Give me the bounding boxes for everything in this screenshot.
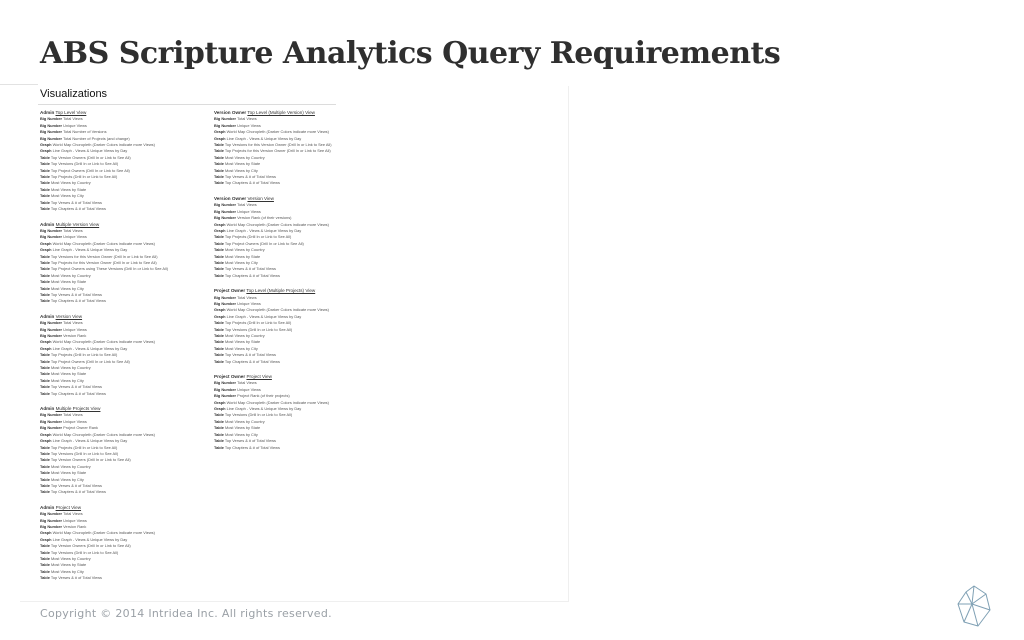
requirement-text: Version Rank (of their versions) — [237, 215, 292, 221]
requirement-kind: Graph — [214, 406, 226, 412]
view-name: Top Level View — [55, 110, 87, 115]
requirement-text: Top Versions for this Version Owner (Drill In or Link to See All) — [50, 253, 158, 259]
requirement-text: Total Views — [237, 116, 257, 122]
requirement-kind: Table — [40, 186, 50, 192]
requirement-text: Top Version Owners (Drill In or Link to See All) — [50, 154, 131, 160]
requirement-kind: Big Number — [40, 135, 63, 141]
requirement-kind: Table — [40, 199, 50, 205]
requirement-kind: Table — [40, 543, 50, 549]
requirement-text: Total Views — [63, 320, 83, 326]
requirement-kind: Table — [40, 457, 50, 463]
requirement-kind: Table — [40, 365, 50, 371]
requirement-text: Top Project Owners (Drill In or Link to See All) — [50, 358, 130, 364]
requirement-text: Top Projects (Drill In or Link to See All) — [50, 444, 118, 450]
view-section — [214, 110, 382, 187]
requirement-kind: Table — [214, 180, 224, 186]
left-column — [40, 110, 208, 591]
slide-title: ABS Scripture Analytics Query Requirements — [40, 36, 781, 71]
view-name: Top Level (Multiple Projects) View — [246, 288, 316, 294]
requirement-text: Line Graph - Views & Unique Views by Day — [52, 148, 128, 154]
requirement-kind: Table — [40, 193, 50, 199]
requirement-text: Top Verses & # of Total Views — [50, 291, 102, 297]
requirement-kind: Table — [214, 431, 224, 437]
requirement-text: Most Views by State — [50, 371, 87, 377]
requirement-text: Unique Views — [63, 234, 87, 240]
requirement-kind: Graph — [40, 142, 52, 148]
requirement-kind: Table — [40, 154, 50, 160]
view-role: Admin — [40, 504, 55, 510]
requirement-kind: Table — [40, 444, 50, 450]
requirement-item — [40, 391, 208, 397]
requirement-kind: Graph — [40, 530, 52, 536]
requirement-text: Most Views by Country — [224, 154, 265, 160]
requirement-kind: Table — [40, 489, 50, 495]
copyright-footer: Copyright © 2014 Intridea Inc. All rights reserved. — [40, 607, 332, 620]
requirement-kind: Table — [40, 174, 50, 180]
requirement-text: World Map Choropleth (Darker Colors indicate more Views) — [226, 221, 329, 227]
requirement-text: Most Views by Country — [50, 556, 91, 561]
requirement-kind: Table — [40, 482, 50, 488]
requirement-text: Unique Views — [237, 208, 261, 214]
requirement-text: Top Verses & # of Total Views — [224, 438, 276, 444]
requirement-kind: Graph — [214, 399, 226, 405]
requirement-kind: Table — [40, 463, 50, 469]
requirement-text: Line Graph - Views & Unique Views by Day — [52, 438, 128, 444]
requirement-kind: Big Number — [214, 215, 237, 221]
requirement-kind: Table — [214, 142, 224, 148]
requirement-kind: Graph — [214, 313, 226, 319]
requirement-item — [214, 359, 382, 365]
view-name: Multiple Projects View — [55, 406, 101, 412]
requirement-kind: Table — [214, 234, 224, 240]
requirement-kind: Table — [40, 298, 50, 304]
requirement-kind: Table — [40, 575, 50, 581]
requirement-text: Top Versions (Drill In or Link to See All) — [224, 412, 293, 418]
requirement-kind: Graph — [40, 431, 52, 437]
requirement-text: Top Project Owners (Drill In or Link to See All) — [224, 240, 304, 246]
requirement-text: Line Graph - Views & Unique Views by Day — [226, 313, 302, 319]
view-role: Admin — [40, 110, 55, 115]
requirement-kind: Table — [214, 266, 224, 272]
requirement-kind: Big Number — [214, 294, 237, 300]
requirement-kind: Table — [40, 161, 50, 167]
requirement-text: Top Chapters & # of Total Views — [224, 358, 280, 364]
requirement-kind: Graph — [40, 240, 52, 246]
requirement-kind: Table — [214, 174, 224, 180]
view-section — [214, 196, 382, 279]
view-section — [40, 505, 208, 582]
requirement-kind: Table — [214, 444, 224, 450]
requirement-text: Top Projects (Drill In or Link to See All) — [224, 320, 292, 326]
view-name: Project View — [55, 504, 82, 510]
view-name: Project View — [246, 374, 272, 380]
requirement-kind: Graph — [40, 536, 52, 542]
requirement-kind: Graph — [40, 438, 52, 444]
requirement-kind: Table — [40, 371, 50, 377]
requirement-kind: Big Number — [40, 234, 63, 240]
requirement-kind: Big Number — [214, 386, 237, 392]
requirement-kind: Table — [40, 450, 50, 456]
requirement-text: Most Views by Country — [224, 247, 265, 253]
requirement-kind: Table — [214, 326, 224, 332]
view-role: Version Owner — [214, 110, 247, 115]
requirement-kind: Big Number — [214, 122, 237, 128]
requirement-kind: Graph — [40, 345, 52, 351]
requirement-text: Unique Views — [237, 122, 261, 128]
view-role: Project Owner — [214, 288, 246, 294]
requirement-kind: Big Number — [40, 523, 63, 529]
requirement-text: Top Versions (Drill In or Link to See All) — [224, 326, 293, 332]
requirement-kind: Table — [40, 291, 50, 297]
requirement-kind: Graph — [214, 307, 226, 313]
requirement-kind: Table — [214, 358, 224, 364]
requirement-text: Top Versions (Drill In or Link to See All) — [50, 161, 119, 167]
requirement-text: Top Chapters & # of Total Views — [224, 180, 280, 186]
requirement-text: Top Versions (Drill In or Link to See All) — [50, 450, 119, 456]
requirement-text: Top Verses & # of Total Views — [50, 482, 102, 488]
requirement-text: World Map Choropleth (Darker Colors indicate more Views) — [52, 339, 155, 345]
requirement-kind: Table — [214, 259, 224, 265]
requirement-kind: Table — [40, 377, 50, 383]
requirement-kind: Graph — [214, 221, 226, 227]
requirement-item — [214, 445, 382, 451]
requirement-text: Top Versions for this Version Owner (Drill In or Link to See All) — [224, 142, 332, 148]
requirement-text: Top Chapters & # of Total Views — [50, 206, 106, 212]
requirement-text: Top Chapters & # of Total Views — [224, 272, 280, 278]
requirement-kind: Big Number — [214, 300, 237, 306]
requirement-text: Top Chapters & # of Total Views — [224, 444, 280, 450]
requirement-text: Top Project Owners (Drill In or Link to See All) — [50, 167, 130, 173]
requirement-kind: Table — [214, 154, 224, 160]
requirement-text: Most Views by City — [224, 167, 258, 173]
requirement-kind: Graph — [40, 247, 52, 253]
requirement-text: Total Views — [237, 380, 257, 386]
view-section — [40, 314, 208, 397]
requirement-text: Line Graph - Views & Unique Views by Day — [226, 227, 302, 233]
requirement-text: Most Views by Country — [50, 463, 91, 469]
requirement-text: Total Views — [63, 412, 83, 418]
requirement-kind: Table — [214, 167, 224, 173]
requirement-text: Most Views by City — [50, 193, 84, 199]
requirement-kind: Table — [40, 167, 50, 173]
requirement-text: Unique Views — [237, 300, 261, 306]
requirement-text: Most Views by State — [50, 279, 87, 285]
requirement-text: Line Graph - Views & Unique Views by Day — [226, 135, 302, 141]
requirement-text: Most Views by State — [224, 253, 261, 259]
requirement-text: Top Chapters & # of Total Views — [50, 298, 106, 304]
requirement-kind: Big Number — [40, 116, 63, 122]
requirement-text: Line Graph - Views & Unique Views by Day — [52, 247, 128, 253]
requirement-text: Total Views — [63, 511, 83, 517]
requirement-item — [214, 273, 382, 279]
view-section — [214, 374, 382, 451]
requirement-text: Top Versions (Drill In or Link to See All) — [50, 549, 119, 555]
requirement-text: Top Projects (Drill In or Link to See All) — [50, 174, 118, 180]
requirement-kind: Table — [40, 549, 50, 555]
requirement-text: World Map Choropleth (Darker Colors indicate more Views) — [226, 399, 329, 405]
requirement-kind: Big Number — [40, 425, 63, 431]
requirement-text: Most Views by State — [50, 186, 87, 192]
requirement-text: Top Verses & # of Total Views — [224, 266, 276, 272]
crystal-logo-icon — [956, 584, 992, 628]
view-name: Version View — [247, 195, 274, 201]
requirement-text: Most Views by State — [50, 562, 87, 568]
requirement-text: Top Verses & # of Total Views — [224, 174, 276, 180]
requirement-text: Line Graph - Views & Unique Views by Day — [52, 345, 128, 351]
requirement-text: Most Views by Country — [50, 272, 91, 278]
requirement-text: Unique Views — [237, 386, 261, 392]
requirement-kind: Big Number — [214, 208, 237, 214]
requirement-text: Most Views by City — [50, 377, 84, 383]
requirement-kind: Big Number — [40, 320, 63, 326]
requirement-kind: Table — [214, 272, 224, 278]
requirement-kind: Table — [40, 476, 50, 482]
requirement-text: Most Views by Country — [50, 365, 91, 371]
document-heading: Visualizations — [40, 88, 108, 100]
requirement-kind: Table — [40, 352, 50, 358]
requirement-item — [40, 206, 208, 212]
requirement-kind: Table — [214, 418, 224, 424]
requirement-text: Top Version Owners (Drill In or Link to See All) — [50, 543, 131, 549]
view-name: Multiple Version View — [55, 221, 100, 227]
view-role: Version Owner — [214, 195, 247, 201]
requirement-text: Most Views by City — [224, 345, 258, 351]
requirement-text: Unique Views — [63, 517, 87, 523]
requirement-kind: Table — [214, 352, 224, 358]
requirement-item — [40, 575, 208, 581]
requirement-text: Version Rank — [63, 333, 87, 338]
view-role: Admin — [40, 406, 55, 412]
requirement-kind: Table — [214, 161, 224, 167]
requirement-kind: Table — [40, 562, 50, 568]
requirement-text: Line Graph - Views & Unique Views by Day — [52, 536, 128, 542]
requirement-text: Top Project Owners using These Versions (Drill In or Link to See All) — [50, 266, 169, 272]
right-column — [214, 110, 382, 460]
requirement-text: Most Views by Country — [50, 180, 91, 186]
requirement-kind: Table — [214, 425, 224, 431]
requirement-kind: Table — [40, 206, 50, 212]
requirement-text: Total Views — [63, 116, 83, 122]
requirement-text: World Map Choropleth (Darker Colors indicate more Views) — [52, 240, 155, 246]
requirement-text: Most Views by City — [50, 476, 84, 482]
requirement-item — [40, 489, 208, 495]
requirement-kind: Big Number — [40, 511, 63, 517]
requirement-text: Most Views by City — [224, 431, 258, 437]
requirement-text: Project Rank (of their projects) — [237, 393, 290, 399]
requirement-text: Top Projects (Drill In or Link to See All) — [224, 234, 292, 240]
requirement-kind: Table — [40, 556, 50, 561]
title-divider — [0, 84, 38, 85]
requirement-kind: Table — [214, 320, 224, 326]
requirement-kind: Table — [40, 358, 50, 364]
requirement-kind: Graph — [214, 135, 226, 141]
requirement-kind: Big Number — [214, 202, 237, 208]
requirement-kind: Table — [214, 247, 224, 253]
requirement-kind: Table — [40, 272, 50, 278]
requirement-kind: Graph — [214, 129, 226, 135]
requirement-kind: Big Number — [40, 129, 63, 135]
view-section — [214, 288, 382, 365]
document-divider — [38, 104, 336, 105]
requirement-text: Most Views by City — [50, 568, 84, 574]
requirement-kind: Table — [214, 240, 224, 246]
requirement-kind: Table — [40, 285, 50, 291]
requirement-text: Total Views — [237, 202, 257, 208]
requirement-kind: Table — [40, 384, 50, 390]
view-section — [40, 222, 208, 305]
requirement-kind: Big Number — [214, 393, 237, 399]
requirement-text: Unique Views — [63, 122, 87, 128]
requirement-kind: Table — [40, 253, 50, 259]
requirement-text: Top Projects (Drill In or Link to See All) — [50, 352, 118, 358]
requirement-text: Most Views by State — [224, 425, 261, 431]
requirement-text: Top Verses & # of Total Views — [50, 384, 102, 390]
requirement-text: Top Projects for this Version Owner (Drill In or Link to See All) — [50, 259, 157, 265]
requirement-text: Version Rank — [63, 523, 87, 529]
requirement-text: Total Number of Projects (and change) — [63, 135, 130, 141]
requirement-text: Unique Views — [63, 326, 87, 332]
view-role: Project Owner — [214, 374, 246, 380]
requirement-kind: Big Number — [40, 227, 63, 233]
requirement-text: World Map Choropleth (Darker Colors indicate more Views) — [52, 530, 155, 536]
requirement-kind: Big Number — [40, 333, 63, 338]
requirement-text: Top Verses & # of Total Views — [224, 352, 276, 358]
view-section — [40, 110, 208, 213]
view-section — [40, 406, 208, 496]
requirement-text: Project Owner Rank — [63, 425, 98, 431]
view-role: Admin — [40, 313, 55, 319]
requirement-text: Top Chapters & # of Total Views — [50, 489, 106, 495]
requirement-kind: Table — [40, 390, 50, 396]
requirement-kind: Big Number — [40, 418, 63, 424]
requirement-text: Most Views by State — [224, 339, 261, 345]
requirement-text: World Map Choropleth (Darker Colors indicate more Views) — [52, 142, 155, 148]
requirement-text: Line Graph - Views & Unique Views by Day — [226, 406, 302, 412]
requirement-kind: Graph — [40, 148, 52, 154]
requirement-kind: Table — [214, 333, 224, 338]
requirement-text: Total Views — [63, 227, 83, 233]
view-role: Admin — [40, 221, 55, 227]
requirement-text: World Map Choropleth (Darker Colors indicate more Views) — [226, 307, 329, 313]
requirement-text: Top Verses & # of Total Views — [50, 575, 102, 581]
requirement-kind: Graph — [214, 227, 226, 233]
requirement-kind: Table — [40, 266, 50, 272]
requirement-text: Most Views by State — [50, 470, 87, 476]
requirement-text: Top Verses & # of Total Views — [50, 199, 102, 205]
requirement-kind: Big Number — [40, 412, 63, 418]
requirement-text: Unique Views — [63, 418, 87, 424]
requirement-text: World Map Choropleth (Darker Colors indicate more Views) — [226, 129, 329, 135]
requirement-kind: Table — [214, 253, 224, 259]
requirement-kind: Table — [214, 412, 224, 418]
view-name: Top Level (Multiple Version) View — [247, 110, 315, 115]
requirement-item — [40, 298, 208, 304]
requirement-kind: Table — [214, 339, 224, 345]
requirement-text: World Map Choropleth (Darker Colors indicate more Views) — [52, 431, 155, 437]
requirement-kind: Table — [214, 438, 224, 444]
requirement-kind: Big Number — [40, 122, 63, 128]
requirement-text: Most Views by Country — [224, 333, 265, 338]
requirement-kind: Big Number — [40, 326, 63, 332]
requirement-text: Most Views by State — [224, 161, 261, 167]
requirement-kind: Big Number — [40, 517, 63, 523]
requirement-text: Total Number of Versions — [63, 129, 107, 135]
requirement-kind: Table — [40, 568, 50, 574]
requirement-kind: Table — [214, 345, 224, 351]
requirement-kind: Table — [40, 180, 50, 186]
requirement-text: Most Views by City — [224, 259, 258, 265]
requirement-kind: Big Number — [214, 380, 237, 386]
requirement-text: Top Chapters & # of Total Views — [50, 390, 106, 396]
requirement-text: Top Version Owners (Drill In or Link to See All) — [50, 457, 131, 463]
requirement-kind: Table — [40, 259, 50, 265]
requirement-text: Total Views — [237, 294, 257, 300]
view-name: Version View — [55, 313, 83, 319]
requirement-text: Most Views by City — [50, 285, 84, 291]
requirement-kind: Table — [214, 148, 224, 154]
requirement-text: Most Views by Country — [224, 418, 265, 424]
requirement-item — [214, 180, 382, 186]
requirement-text: Top Projects for this Version Owner (Drill In or Link to See All) — [224, 148, 331, 154]
requirement-kind: Table — [40, 470, 50, 476]
requirement-kind: Table — [40, 279, 50, 285]
requirement-kind: Big Number — [214, 116, 237, 122]
requirement-kind: Graph — [40, 339, 52, 345]
